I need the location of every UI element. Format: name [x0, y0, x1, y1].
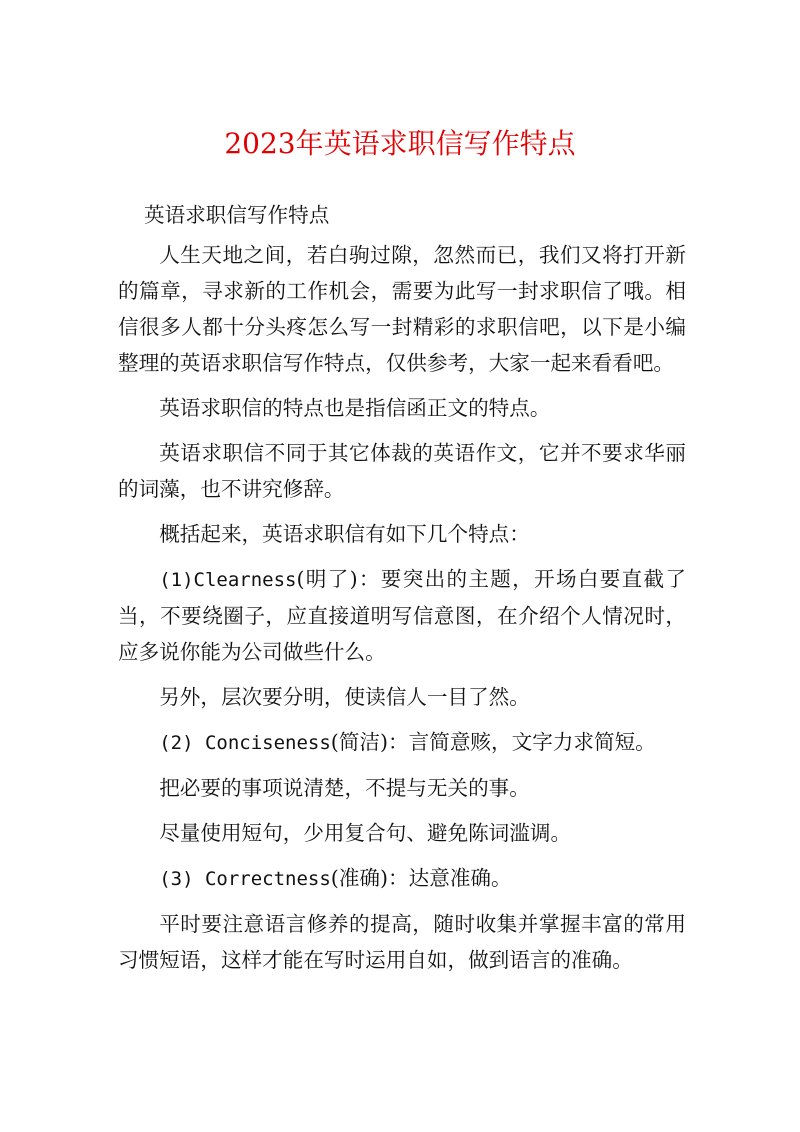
paragraph-conciseness-extra-2 [118, 815, 686, 851]
paragraph-difference [118, 435, 686, 507]
paragraph-feature-note [118, 390, 686, 426]
document-subtitle: 英语求职信写作特点 [144, 203, 330, 227]
paragraph-conciseness-extra-1 [118, 770, 686, 806]
paragraph-clearness [118, 561, 686, 670]
paragraph-text: 另外，层次要分明，使读信人一目了然。 [159, 685, 530, 709]
paragraph-conciseness [118, 724, 686, 761]
paragraph-correctness-extra [118, 906, 686, 978]
paragraph-summary [118, 516, 686, 552]
paragraph-text: 平时要注意语言修养的提高，随时收集并掌握丰富的常用习惯短语，这样才能在写时运用自如，做到语言的准确。 [118, 912, 686, 972]
paragraph-text: 英语求职信不同于其它体裁的英语作文，它并不要求华丽的词藻，也不讲究修辞。 [118, 441, 686, 501]
paragraph-text: 概括起来，英语求职信有如下几个特点： [159, 522, 530, 546]
document-body [118, 197, 686, 978]
item-label: (1)Clearness [159, 569, 297, 591]
paragraph-text: (明了)：要突出的主题，开场白要直截了当，不要绕圈子，应直接道明写信意图，在介绍个人情况时，应多说你能为公司做些什么。 [118, 567, 686, 664]
paragraph-text: (简洁)：言简意赅，文字力求简短。 [330, 730, 656, 754]
paragraph-text: 人生天地之间，若白驹过隙，忽然而已，我们又将打开新的篇章，寻求新的工作机会，需要为此写一封求职信了哦。相信很多人都十分头疼怎么写一封精彩的求职信吧，以下是小编整理的英语求职信写作特点，仅供参考，大家一起来看看吧。 [118, 243, 686, 375]
paragraph-text: 把必要的事项说清楚，不提与无关的事。 [159, 776, 530, 800]
document-title: 2023年英语求职信写作特点 [224, 127, 576, 160]
paragraph-clearness-extra [118, 679, 686, 715]
paragraph-text: (准确)：达意准确。 [330, 866, 512, 890]
item-label: (2) Conciseness [159, 732, 331, 754]
item-label: (3) Correctness [159, 868, 331, 890]
paragraph-text: 尽量使用短句，少用复合句、避免陈词滥调。 [159, 821, 572, 845]
paragraph-text: 英语求职信的特点也是指信函正文的特点。 [159, 396, 551, 420]
paragraph-correctness [118, 860, 686, 897]
paragraph-intro [118, 237, 686, 381]
